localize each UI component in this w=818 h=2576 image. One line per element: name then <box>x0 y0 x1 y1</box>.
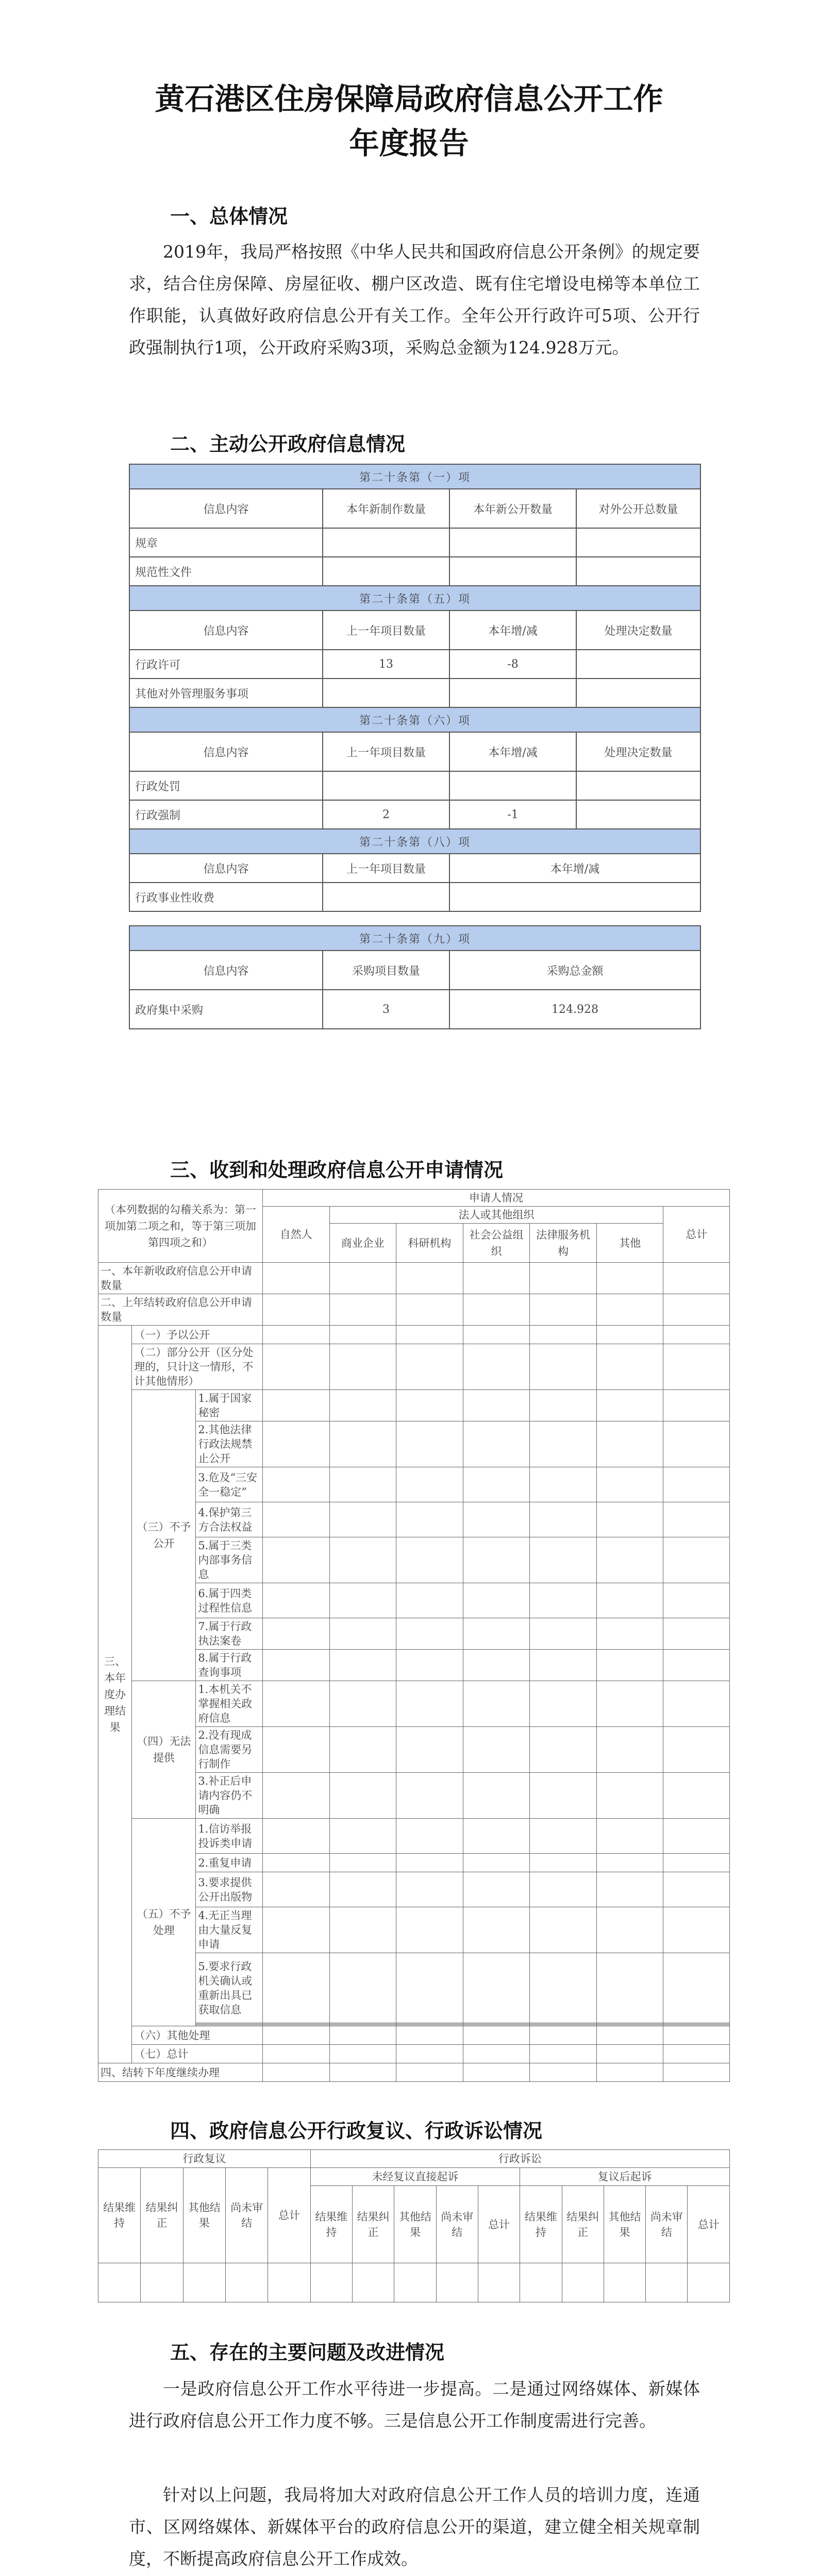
row-label: 规范性文件 <box>129 557 323 586</box>
table-cell: -8 <box>449 650 576 679</box>
row-label: 规章 <box>129 528 323 557</box>
column-header: 法律服务机构 <box>530 1224 597 1263</box>
table-cell: -1 <box>449 800 576 829</box>
applicant-header: 申请人情况 <box>262 1190 729 1207</box>
active-disclosure-table <box>129 464 701 1029</box>
row-group-label: （五）不予处理 <box>132 1819 196 2026</box>
review-header: 行政复议 <box>98 2150 311 2168</box>
row-label: 8.属于行政查询事项 <box>196 1650 263 1681</box>
block-header: 第二十条第（八）项 <box>129 829 700 854</box>
column-header: 结果纠正 <box>352 2186 394 2263</box>
column-header: 结果纠正 <box>141 2168 183 2263</box>
column-header: 本年新制作数量 <box>323 489 449 528</box>
table-gap <box>129 911 700 926</box>
row-label: 政府集中采购 <box>129 990 323 1029</box>
table-cell <box>576 679 700 707</box>
lit-after-header: 复议后起诉 <box>520 2168 730 2186</box>
litigation-header: 行政诉讼 <box>310 2150 729 2168</box>
row-label: 行政强制 <box>129 800 323 829</box>
section-2-heading: 二、主动公开政府信息情况 <box>170 433 406 455</box>
table-cell <box>449 557 576 586</box>
row-label: 1.信访举报投诉类申请 <box>196 1819 263 1854</box>
column-header: 尚未审结 <box>436 2186 478 2263</box>
table-cell: 13 <box>323 650 449 679</box>
column-header: 其他 <box>596 1224 663 1263</box>
row-label: 其他对外管理服务事项 <box>129 679 323 707</box>
row-label: 7.属于行政执法案卷 <box>196 1618 263 1650</box>
row-label: （六）其他处理 <box>132 2026 263 2045</box>
column-header: 采购项目数量 <box>323 951 449 990</box>
row-label: 1.本机关不掌握相关政府信息 <box>196 1681 263 1727</box>
column-header: 信息内容 <box>129 611 323 650</box>
table-cell <box>449 883 700 911</box>
table-cell: 2 <box>323 800 449 829</box>
row-label: （二）部分公开（区分处理的，只计这一情形，不计其他情形） <box>132 1344 263 1390</box>
column-header: 结果维持 <box>520 2186 562 2263</box>
column-header: 本年增/减 <box>449 611 576 650</box>
table-cell <box>323 883 449 911</box>
column-header: 采购总金额 <box>449 951 700 990</box>
column-header: 处理决定数量 <box>576 611 700 650</box>
column-header: 结果维持 <box>98 2168 141 2263</box>
block-header: 第二十条第（九）项 <box>129 926 700 951</box>
table-cell <box>323 771 449 800</box>
column-header: 总计 <box>663 1207 730 1263</box>
section-1-heading: 一、总体情况 <box>170 205 288 228</box>
applications-table <box>98 1189 730 2082</box>
row-label: 一、本年新收政府信息公开申请数量 <box>98 1263 263 1294</box>
column-header: 处理决定数量 <box>576 732 700 771</box>
row-label: 4.无正当理由大量反复申请 <box>196 1907 263 1953</box>
table-cell <box>323 557 449 586</box>
row-label: 5.要求行政机关确认或重新出具已获取信息 <box>196 1953 263 2023</box>
table-cell <box>449 679 576 707</box>
section-4-heading: 四、政府信息公开行政复议、行政诉讼情况 <box>170 2120 543 2142</box>
column-header: 社会公益组织 <box>463 1224 530 1263</box>
table-cell <box>449 771 576 800</box>
row-label: 4.保护第三方合法权益 <box>196 1502 263 1537</box>
section-5-paragraph-1: 一是政府信息公开工作水平待进一步提高。二是通过网络媒体、新媒体进行政府信息公开工作力度不够。三是信息公开工作制度需进行完善。 <box>129 2379 700 2431</box>
row-label: 5.属于三类内部事务信息 <box>196 1537 263 1583</box>
column-header: 科研机构 <box>396 1224 463 1263</box>
column-header: 自然人 <box>262 1207 329 1263</box>
table-cell <box>576 528 700 557</box>
row-group-label: （四）无法提供 <box>132 1681 196 1819</box>
row-label: 3.补正后申请内容仍不明确 <box>196 1773 263 1819</box>
column-header: 信息内容 <box>129 732 323 771</box>
column-header: 上一年项目数量 <box>323 732 449 771</box>
column-header: 尚未审结 <box>646 2186 688 2263</box>
row-label: 四、结转下年度继续办理 <box>98 2063 263 2082</box>
column-header: 结果维持 <box>310 2186 352 2263</box>
column-header: 结果纠正 <box>562 2186 604 2263</box>
table-cell <box>323 679 449 707</box>
column-header: 总计 <box>688 2186 730 2263</box>
section-5-paragraph-2: 针对以上问题，我局将加大对政府信息公开工作人员的培训力度，连通市、区网络媒体、新媒体平台的政府信息公开的渠道，建立健全相关规章制度，不断提高政府信息公开工作成效。 <box>129 2485 700 2569</box>
row-label: 行政事业性收费 <box>129 883 323 911</box>
column-header: 其他结果 <box>394 2186 436 2263</box>
row-label: 2.其他法律行政法规禁止公开 <box>196 1421 263 1467</box>
column-header: 上一年项目数量 <box>323 611 449 650</box>
doc-title-line1: 黄石港区住房保障局政府信息公开工作 <box>155 81 663 116</box>
note-cell: （本列数据的勾稽关系为：第一项加第二项之和，等于第三项加第四项之和） <box>98 1190 263 1263</box>
section-1-paragraph: 2019年，我局严格按照《中华人民共和国政府信息公开条例》的规定要求，结合住房保障、房屋征收、棚户区改造、既有住宅增设电梯等本单位工作职能，认真做好政府信息公开有关工作。全年公开行政许可5项、公开行政强制执行1项，公开政府采购3项，采购总金额为124.928万元。 <box>129 242 700 358</box>
column-header: 本年新公开数量 <box>449 489 576 528</box>
row-label: 行政处罚 <box>129 771 323 800</box>
table-cell: 124.928 <box>449 990 700 1029</box>
column-header: 总计 <box>478 2186 520 2263</box>
row-group-label: （三）不予公开 <box>132 1390 196 1681</box>
table-cell: 3 <box>323 990 449 1029</box>
block-header: 第二十条第（六）项 <box>129 707 700 732</box>
table-cell <box>449 528 576 557</box>
row-label: 2.没有现成信息需要另行制作 <box>196 1727 263 1773</box>
legal-header: 法人或其他组织 <box>329 1207 663 1224</box>
table-cell <box>576 557 700 586</box>
row-label: （一）予以公开 <box>132 1326 263 1344</box>
column-header: 尚未审结 <box>225 2168 268 2263</box>
column-header: 上一年项目数量 <box>323 854 449 883</box>
table-cell <box>576 650 700 679</box>
row-label: （七）总计 <box>132 2045 263 2063</box>
row-label: 3.要求提供公开出版物 <box>196 1872 263 1907</box>
review-litigation-table <box>98 2149 730 2302</box>
section-3-heading: 三、收到和处理政府信息公开申请情况 <box>170 1159 504 1181</box>
results-group-label: 三、本年度办理结果 <box>98 1326 132 2063</box>
block-header: 第二十条第（五）项 <box>129 586 700 611</box>
row-label: 二、上年结转政府信息公开申请数量 <box>98 1294 263 1326</box>
column-header: 对外公开总数量 <box>576 489 700 528</box>
row-label: 3.危及“三安全一稳定” <box>196 1467 263 1502</box>
row-label: 1.属于国家秘密 <box>196 1390 263 1421</box>
row-label: 行政许可 <box>129 650 323 679</box>
column-header: 其他结果 <box>183 2168 225 2263</box>
column-header: 其他结果 <box>604 2186 645 2263</box>
column-header: 本年增/减 <box>449 854 700 883</box>
column-header: 信息内容 <box>129 951 323 990</box>
section-5-heading: 五、存在的主要问题及改进情况 <box>170 2341 445 2364</box>
table-cell <box>576 771 700 800</box>
column-header: 信息内容 <box>129 854 323 883</box>
column-header: 总计 <box>268 2168 310 2263</box>
table-cell <box>323 528 449 557</box>
column-header: 商业企业 <box>329 1224 396 1263</box>
column-header: 本年增/减 <box>449 732 576 771</box>
lit-direct-header: 未经复议直接起诉 <box>310 2168 520 2186</box>
row-label: 6.属于四类过程性信息 <box>196 1583 263 1618</box>
column-header: 信息内容 <box>129 489 323 528</box>
block-header: 第二十条第（一）项 <box>129 464 700 489</box>
doc-title-line2: 年度报告 <box>349 126 469 161</box>
table-cell <box>576 800 700 829</box>
row-label: 2.重复申请 <box>196 1854 263 1872</box>
